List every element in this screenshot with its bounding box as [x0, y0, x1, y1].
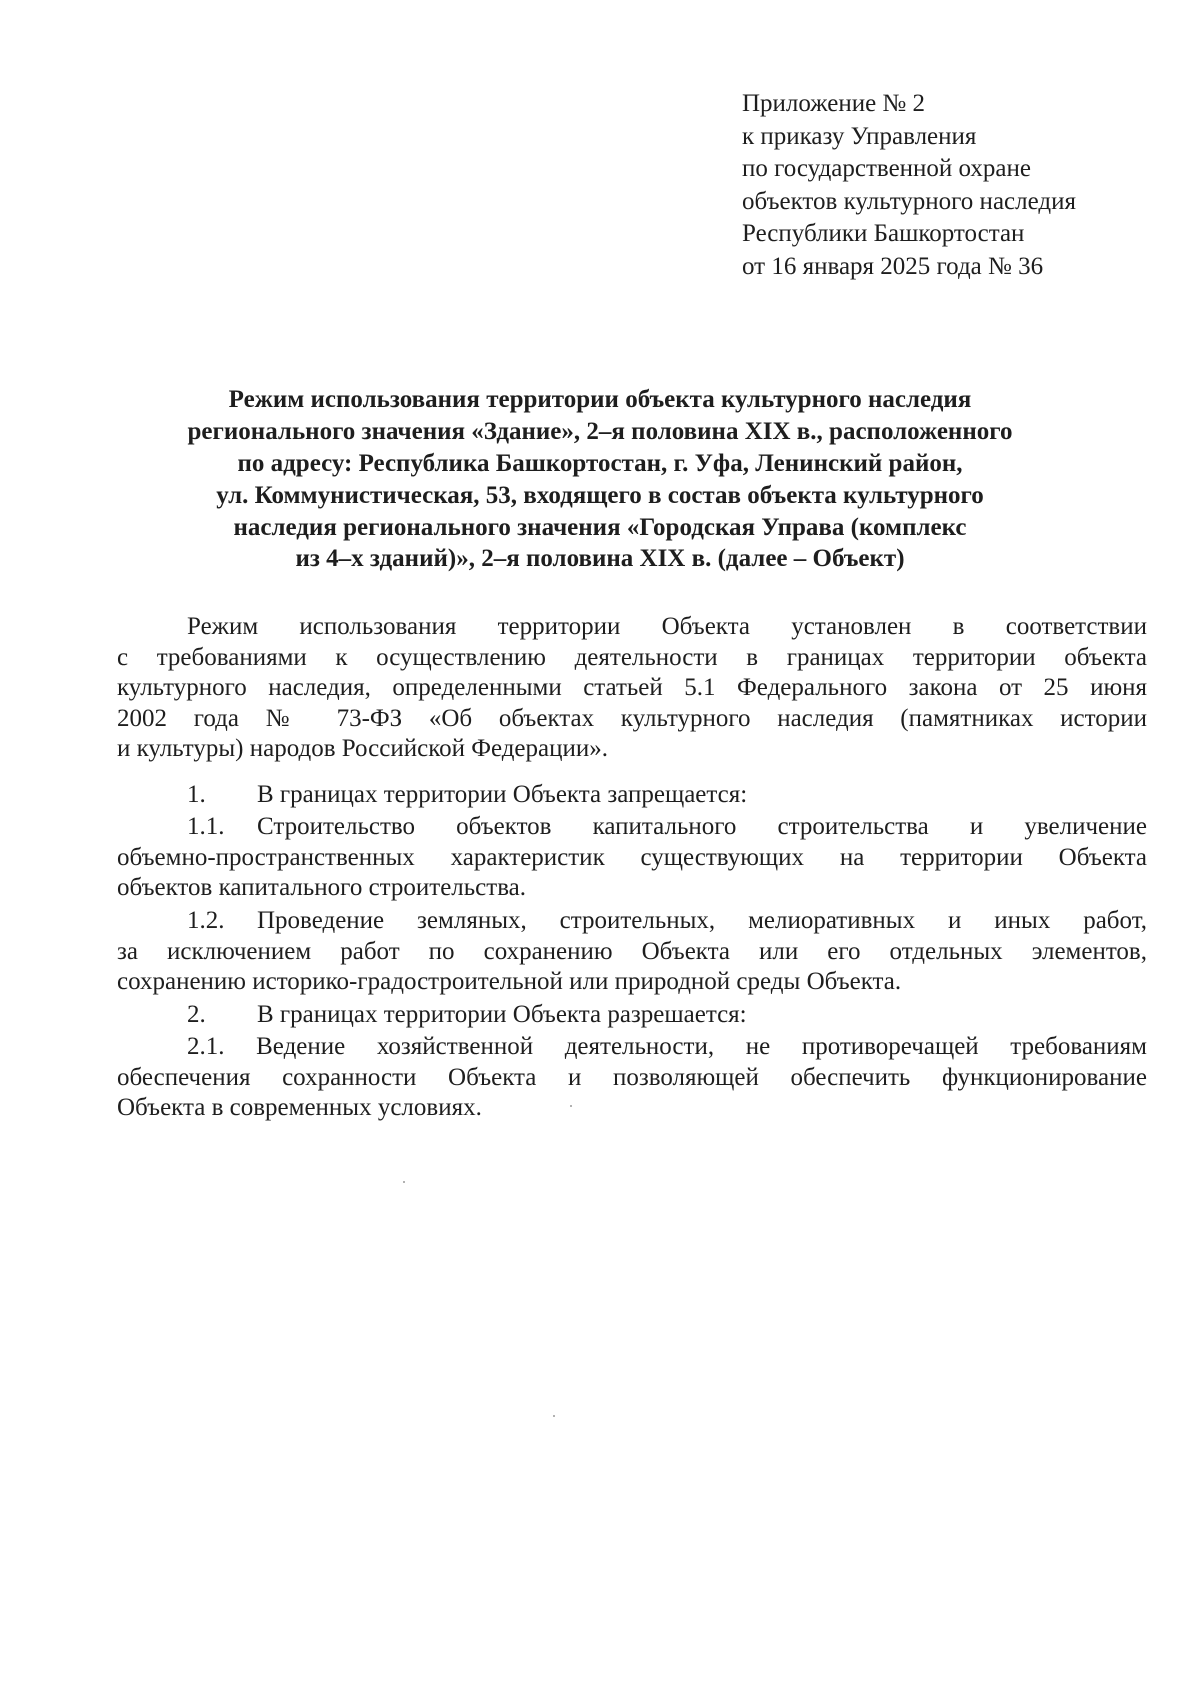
intro-line: Режим использования территории Объекта установлен в соответствии — [187, 613, 1147, 640]
appendix-line: от 16 января 2025 года № 36 — [742, 252, 1044, 280]
item-1-2 — [117, 906, 1147, 998]
item-number: 1.1. — [187, 813, 225, 840]
intro-paragraph — [117, 612, 1147, 765]
item-text: Проведение земляных, строительных, мелиоративных и иных работ, — [257, 907, 1147, 934]
scan-speck — [403, 1181, 405, 1183]
section-number: 1. — [187, 781, 206, 808]
item-line: объемно-пространственных характеристик существующих на территории Объекта — [117, 843, 1147, 871]
section-text: В границах территории Объекта запрещается: — [257, 781, 748, 808]
item-1-1 — [117, 812, 1147, 904]
item-line — [117, 906, 1147, 937]
title-line: регионального значения «Здание», 2–я половина XIX в., расположенного — [187, 417, 1013, 445]
intro-line: с требованиями к осуществлению деятельности в границах территории объекта — [117, 643, 1147, 671]
title-line: ул. Коммунистическая, 53, входящего в состав объекта культурного — [216, 481, 984, 509]
document-title — [100, 384, 1100, 575]
appendix-line: объектов культурного наследия — [742, 187, 1076, 215]
item-line: 2.1. Ведение хозяйственной деятельности, не противоречащей требованиям — [187, 1033, 1147, 1060]
section-number: 2. — [187, 1001, 206, 1028]
appendix-line: Республики Башкортостан — [742, 220, 1025, 248]
section-1 — [117, 780, 1147, 811]
scan-speck — [570, 1105, 572, 1107]
title-line: Режим использования территории объекта культурного наследия — [228, 386, 972, 413]
appendix-line: Приложение № 2 — [742, 90, 926, 117]
item-line: за исключением работ по сохранению Объекта или его отдельных элементов, — [117, 937, 1147, 965]
item-line: сохранению историко-градостроительной или природной среды Объекта. — [117, 968, 902, 996]
intro-line: 2002 года № 73-ФЗ «Об объектах культурного наследия (памятниках истории — [117, 704, 1147, 732]
item-2-1 — [117, 1032, 1147, 1124]
title-line: по адресу: Республика Башкортостан, г. Уфа, Ленинский район, — [237, 449, 963, 477]
item-line: Объекта в современных условиях. — [117, 1094, 482, 1122]
item-line: объектов капитального строительства. — [117, 874, 527, 902]
item-line: обеспечения сохранности Объекта и позволяющей обеспечить функционирование — [117, 1063, 1147, 1091]
appendix-line: по государственной охране — [742, 155, 1032, 183]
section-2-heading — [117, 1000, 1147, 1031]
scan-speck — [553, 1415, 555, 1417]
section-text: В границах территории Объекта разрешается: — [257, 1001, 747, 1028]
intro-line: культурного наследия, определенными статьей 5.1 Федерального закона от 25 июня — [117, 674, 1147, 702]
item-text: Строительство объектов капитального строительства и увеличение — [257, 813, 1147, 840]
item-line — [117, 812, 1147, 843]
section-1-heading — [117, 780, 1147, 811]
appendix-header — [742, 88, 1076, 284]
title-line: из 4–х зданий)», 2–я половина XIX в. (далее – Объект) — [295, 545, 905, 573]
intro-line: и культуры) народов Российской Федерации». — [117, 735, 609, 763]
section-2 — [117, 1000, 1147, 1031]
title-line: наследия регионального значения «Городская Управа (комплекс — [233, 513, 967, 541]
item-number: 1.2. — [187, 907, 225, 934]
appendix-line: к приказу Управления — [742, 122, 977, 150]
